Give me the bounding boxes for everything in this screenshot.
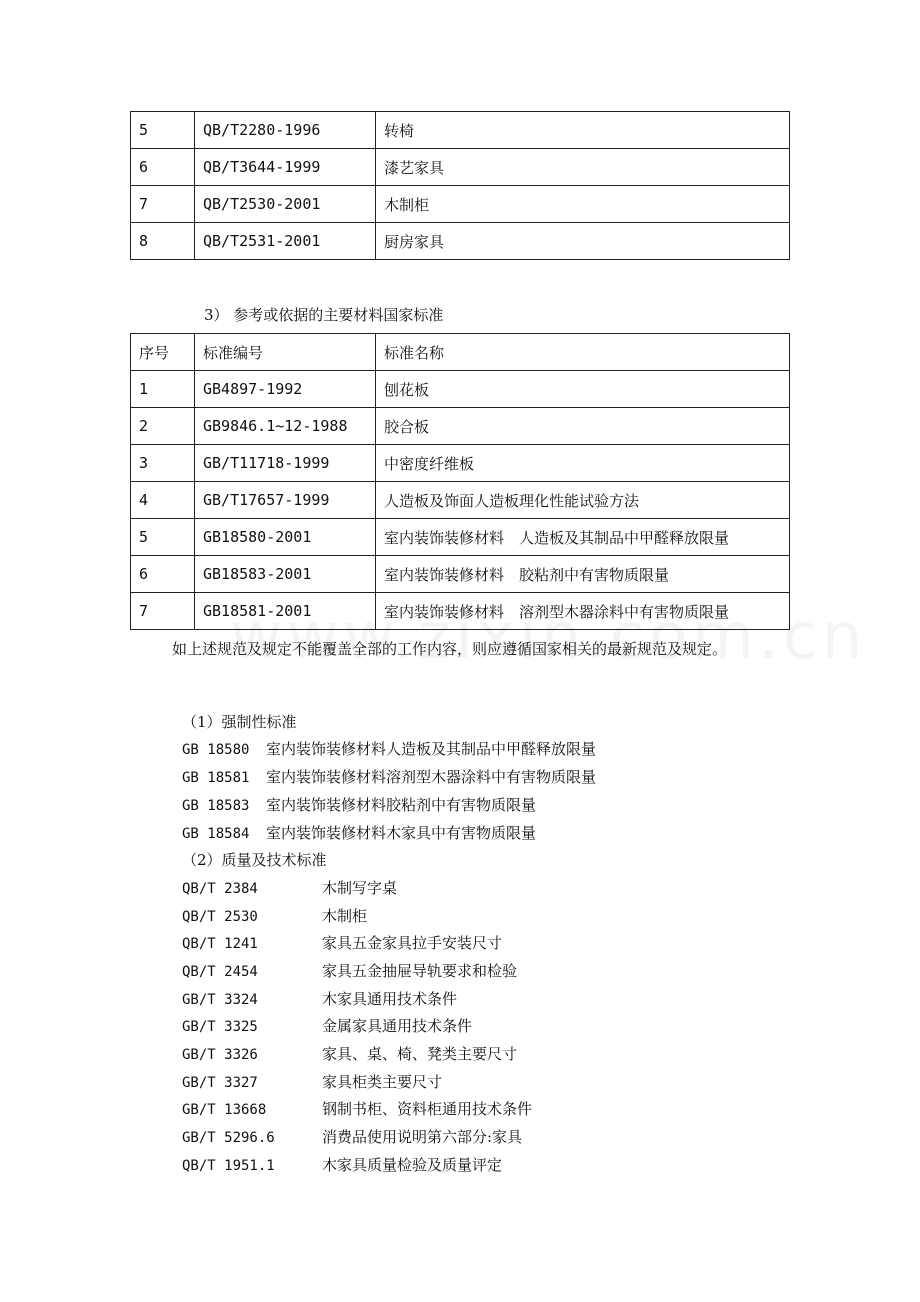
standard-code: GB18580-2001	[195, 519, 376, 556]
standard-name: 家具五金抽屉导轨要求和检验	[322, 962, 518, 980]
row-index: 3	[131, 445, 195, 482]
standard-code: GB/T 3324	[182, 992, 258, 1008]
standard-name: 中密度纤维板	[376, 445, 790, 482]
standard-name: 家具、桌、椅、凳类主要尺寸	[322, 1045, 518, 1063]
standard-name: 木制写字桌	[322, 879, 398, 897]
standard-name: 木制柜	[376, 186, 790, 223]
table-header-row	[131, 334, 790, 371]
standard-code: GB18583-2001	[195, 556, 376, 593]
standard-name: 室内装饰装修材料 人造板及其制品中甲醛释放限量	[376, 519, 790, 556]
standard-name: 钢制书柜、资料柜通用技术条件	[322, 1100, 533, 1118]
table-row	[131, 556, 790, 593]
row-index: 6	[131, 556, 195, 593]
standard-code: GB/T17657-1999	[195, 482, 376, 519]
standard-code: GB 18581	[182, 770, 250, 786]
row-index: 7	[131, 593, 195, 630]
standard-code: GB/T 3325	[182, 1019, 258, 1035]
list-item	[182, 766, 596, 787]
standard-code: GB/T11718-1999	[195, 445, 376, 482]
standard-code: QB/T3644-1999	[195, 149, 376, 186]
list-item	[182, 877, 397, 898]
row-index: 4	[131, 482, 195, 519]
table-row	[131, 482, 790, 519]
coverage-note: 如上述规范及规定不能覆盖全部的工作内容，则应遵循国家相关的最新规范及规定。	[172, 640, 728, 658]
standard-code: GB 18584	[182, 826, 250, 842]
standard-code: QB/T2280-1996	[195, 112, 376, 149]
standard-name: 木家具质量检验及质量评定	[322, 1156, 503, 1174]
list-item	[182, 794, 536, 815]
row-index: 5	[131, 519, 195, 556]
list-item	[182, 1126, 522, 1147]
table-row	[131, 408, 790, 445]
table-row	[131, 445, 790, 482]
table-row	[131, 112, 790, 149]
standard-name: 漆艺家具	[376, 149, 790, 186]
standard-code: QB/T2530-2001	[195, 186, 376, 223]
standard-name: 消费品使用说明第六部分:家具	[322, 1128, 523, 1146]
list-item	[182, 905, 367, 926]
standard-name: 厨房家具	[376, 223, 790, 260]
table-row	[131, 371, 790, 408]
section-title-materials: 3） 参考或依据的主要材料国家标准	[204, 306, 444, 324]
table-row	[131, 519, 790, 556]
table-row	[131, 149, 790, 186]
row-index: 7	[131, 186, 195, 223]
standard-code: GB18581-2001	[195, 593, 376, 630]
list-item	[182, 1071, 442, 1092]
standard-code: QB/T 2530	[182, 909, 258, 925]
standard-code: GB/T 5296.6	[182, 1130, 275, 1146]
list-item	[182, 738, 596, 759]
standard-name: 家具柜类主要尺寸	[322, 1073, 443, 1091]
materials-standards-table	[130, 333, 790, 630]
header-code: 标准编号	[195, 334, 376, 371]
header-index: 序号	[131, 334, 195, 371]
standard-code: GB/T 3327	[182, 1075, 258, 1091]
standard-name: 室内装饰装修材料人造板及其制品中甲醛释放限量	[266, 740, 597, 758]
standard-name: 刨花板	[376, 371, 790, 408]
list-item	[182, 1015, 472, 1036]
standard-name: 金属家具通用技术条件	[322, 1017, 473, 1035]
standard-code: QB/T 2384	[182, 881, 258, 897]
standard-code: GB/T 13668	[182, 1102, 267, 1118]
standard-name: 室内装饰装修材料 溶剂型木器涂料中有害物质限量	[376, 593, 790, 630]
table-row	[131, 593, 790, 630]
list-item	[182, 1098, 532, 1119]
list-item	[182, 960, 517, 981]
standard-code: GB 18583	[182, 798, 250, 814]
list-item	[182, 988, 457, 1009]
standard-code: GB 18580	[182, 742, 250, 758]
list-item	[182, 932, 502, 953]
table-row	[131, 223, 790, 260]
standard-code: QB/T 1241	[182, 936, 258, 952]
standard-code: QB/T 2454	[182, 964, 258, 980]
furniture-standards-table	[130, 111, 790, 260]
list-item	[182, 1043, 517, 1064]
standard-name: 木制柜	[322, 907, 368, 925]
standard-name: 室内装饰装修材料木家具中有害物质限量	[266, 824, 537, 842]
standard-code: GB/T 3326	[182, 1047, 258, 1063]
standard-name: 木家具通用技术条件	[322, 990, 458, 1008]
standard-name: 室内装饰装修材料 胶粘剂中有害物质限量	[376, 556, 790, 593]
header-name: 标准名称	[376, 334, 790, 371]
row-index: 2	[131, 408, 195, 445]
row-index: 1	[131, 371, 195, 408]
table-row	[131, 186, 790, 223]
standard-code: QB/T2531-2001	[195, 223, 376, 260]
list-item	[182, 822, 536, 843]
standard-name: 人造板及饰面人造板理化性能试验方法	[376, 482, 790, 519]
mandatory-standards-title: （1）强制性标准	[182, 713, 297, 731]
standard-code: GB4897-1992	[195, 371, 376, 408]
standard-code: GB9846.1~12-1988	[195, 408, 376, 445]
row-index: 6	[131, 149, 195, 186]
standard-name: 转椅	[376, 112, 790, 149]
row-index: 5	[131, 112, 195, 149]
standard-name: 室内装饰装修材料溶剂型木器涂料中有害物质限量	[266, 768, 597, 786]
standard-name: 家具五金家具拉手安装尺寸	[322, 934, 503, 952]
standard-code: QB/T 1951.1	[182, 1158, 275, 1174]
standard-name: 胶合板	[376, 408, 790, 445]
list-item	[182, 1154, 502, 1175]
standard-name: 室内装饰装修材料胶粘剂中有害物质限量	[266, 796, 537, 814]
row-index: 8	[131, 223, 195, 260]
quality-standards-title: （2）质量及技术标准	[182, 851, 327, 869]
